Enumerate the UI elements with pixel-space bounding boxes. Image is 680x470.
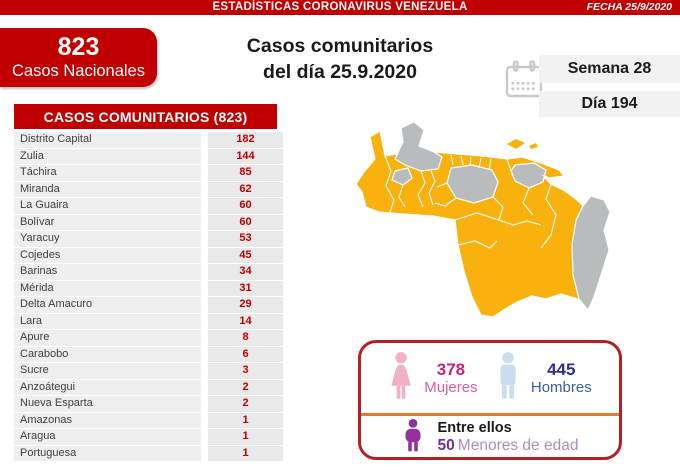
state-cases: 62 — [208, 182, 283, 198]
week-pill: Semana 28 — [539, 55, 680, 83]
state-cases: 85 — [208, 165, 283, 181]
table-row — [14, 264, 283, 280]
state-cases: 31 — [208, 281, 283, 297]
state-cases: 8 — [208, 330, 283, 346]
state-name: Apure — [14, 330, 201, 346]
top-bar-date: FECHA 25/9/2020 — [586, 1, 672, 13]
map-islands — [507, 139, 538, 149]
top-bar-title: ESTADÍSTICAS CORONAVIRUS VENEZUELA — [212, 1, 468, 13]
state-name: Aragua — [14, 429, 201, 445]
state-cases: 60 — [208, 198, 283, 214]
table-row — [14, 231, 283, 247]
table-row — [14, 297, 283, 313]
table-row — [14, 347, 283, 363]
state-cases: 144 — [208, 149, 283, 165]
state-name: Sucre — [14, 363, 201, 379]
state-cases: 2 — [208, 396, 283, 412]
table-row — [14, 132, 283, 148]
child-icon — [402, 419, 424, 458]
state-name: Táchira — [14, 165, 201, 181]
state-name: Mérida — [14, 281, 201, 297]
national-cases-box — [0, 28, 157, 87]
table-row — [14, 149, 283, 165]
cases-table-header: CASOS COMUNITARIOS (823) — [14, 104, 277, 129]
state-cases: 1 — [208, 429, 283, 445]
demographics-box — [358, 340, 622, 460]
cases-table-body — [14, 132, 283, 462]
women-group — [388, 352, 477, 405]
table-row — [14, 314, 283, 330]
top-bar — [0, 0, 680, 15]
minors-detail — [438, 437, 579, 456]
state-name: Bolívar — [14, 215, 201, 231]
table-row — [14, 198, 283, 214]
table-row — [14, 363, 283, 379]
map-states-with-cases — [356, 122, 610, 317]
table-row — [14, 380, 283, 396]
state-name: Portuguesa — [14, 446, 201, 462]
state-cases: 53 — [208, 231, 283, 247]
table-row — [14, 429, 283, 445]
state-cases: 6 — [208, 347, 283, 363]
state-name: Carabobo — [14, 347, 201, 363]
state-cases: 1 — [208, 446, 283, 462]
state-cases: 34 — [208, 264, 283, 280]
state-cases: 1 — [208, 413, 283, 429]
minors-prefix: Entre ellos — [437, 420, 512, 436]
state-cases: 45 — [208, 248, 283, 264]
men-count: 445 — [547, 359, 576, 379]
venezuela-map — [345, 113, 680, 330]
state-name: La Guaira — [14, 198, 201, 214]
men-group — [495, 352, 592, 405]
state-name: Delta Amacuro — [14, 297, 201, 313]
page-title-line1: Casos comunitarios — [246, 35, 434, 57]
state-cases: 29 — [208, 297, 283, 313]
male-icon — [495, 352, 521, 405]
table-row — [14, 413, 283, 429]
table-row — [14, 165, 283, 181]
table-row — [14, 446, 283, 462]
table-row — [14, 281, 283, 297]
gender-section — [361, 343, 619, 413]
state-name: Lara — [14, 314, 201, 330]
state-cases: 3 — [208, 363, 283, 379]
state-name: Anzoátegui — [14, 380, 201, 396]
state-cases: 60 — [208, 215, 283, 231]
state-name: Zulia — [14, 149, 201, 165]
men-label: Hombres — [530, 379, 592, 397]
national-cases-label: Casos Nacionales — [12, 61, 145, 80]
minors-section — [361, 416, 619, 460]
national-cases-value: 823 — [57, 33, 100, 62]
state-cases: 182 — [208, 132, 283, 148]
minors-count: 50 — [437, 437, 455, 455]
page-title — [190, 33, 490, 86]
table-row — [14, 330, 283, 346]
state-name: Yaracuy — [14, 231, 201, 247]
state-name: Nueva Esparta — [14, 396, 201, 412]
state-name: Miranda — [14, 182, 201, 198]
women-label: Mujeres — [424, 379, 478, 397]
state-name: Barinas — [14, 264, 201, 280]
table-row — [14, 215, 283, 231]
state-name: Cojedes — [14, 248, 201, 264]
state-name: Distrito Capital — [14, 132, 201, 148]
women-count: 378 — [436, 359, 466, 379]
day-pill: Día 194 — [539, 91, 680, 117]
table-row — [14, 396, 283, 412]
table-row — [14, 248, 283, 264]
state-cases: 14 — [208, 314, 283, 330]
minors-suffix: Menores de edad — [457, 437, 579, 455]
page-title-line2: del día 25.9.2020 — [263, 61, 417, 84]
state-cases: 2 — [208, 380, 283, 396]
state-name: Amazonas — [14, 413, 201, 429]
female-icon — [388, 352, 414, 405]
table-row — [14, 182, 283, 198]
